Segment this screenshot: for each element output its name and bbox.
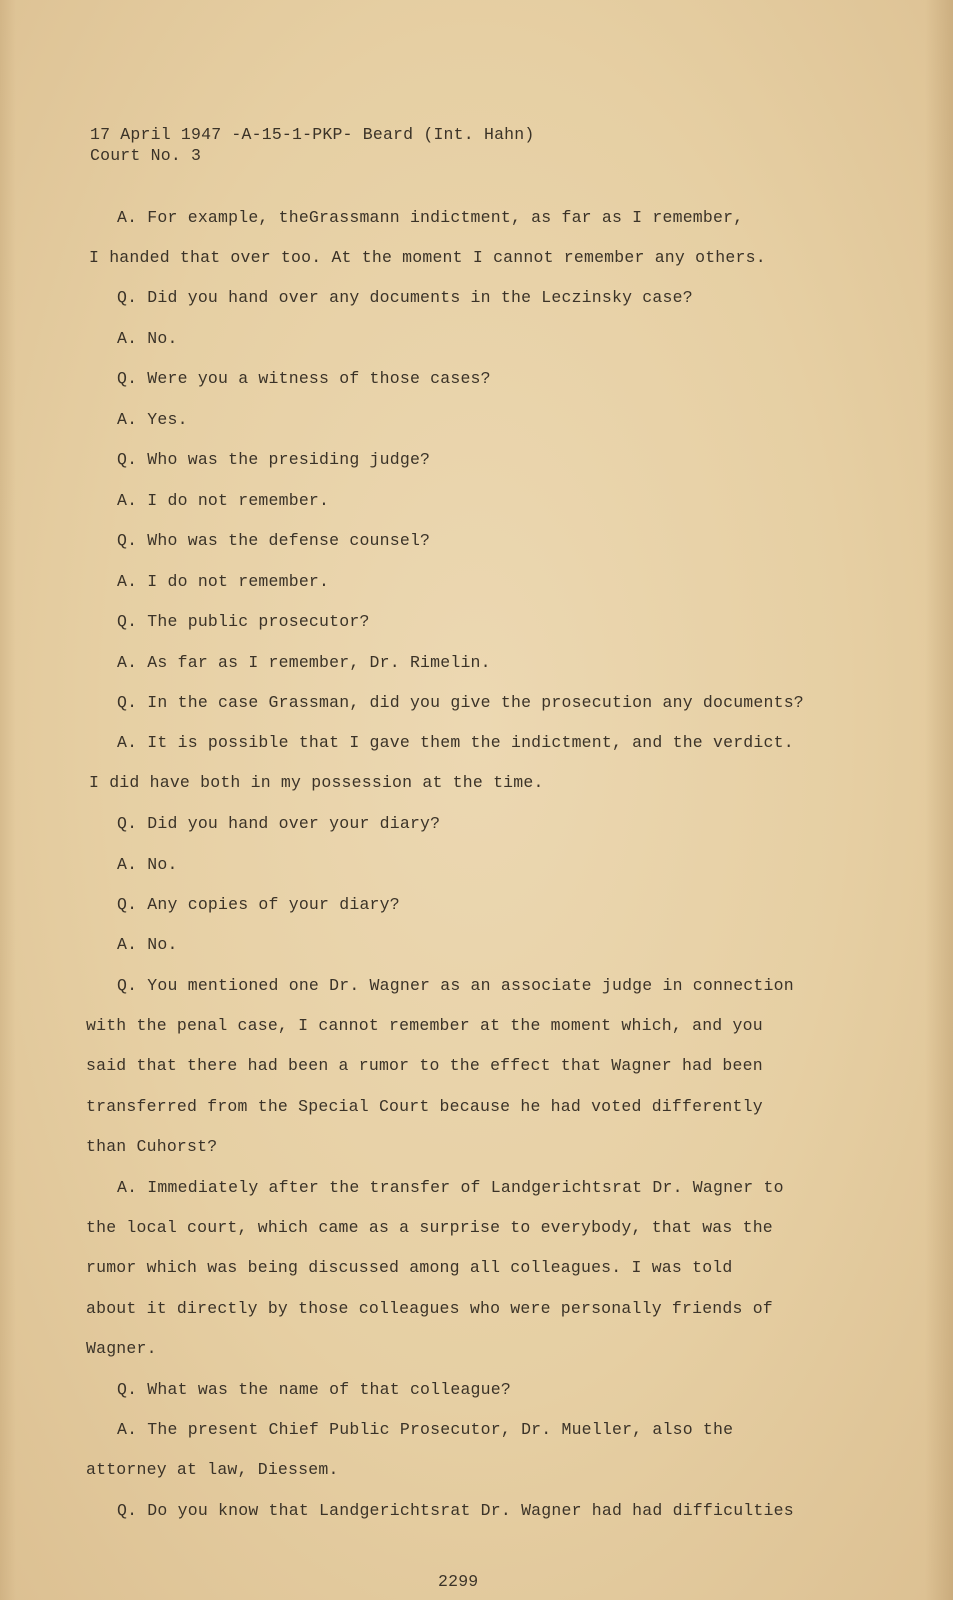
transcript-line: A. It is possible that I gave them the indictment, and the verdict. xyxy=(117,733,794,752)
transcript-line: Q. Do you know that Landgerichtsrat Dr. Wagner had had difficulties xyxy=(117,1501,794,1520)
transcript-line: A. I do not remember. xyxy=(117,572,330,591)
document-header xyxy=(90,124,534,166)
transcript-line: attorney at law, Diessem. xyxy=(86,1460,339,1479)
transcript-line: A. As far as I remember, Dr. Rimelin. xyxy=(117,653,491,672)
transcript-line: Wagner. xyxy=(86,1339,157,1358)
header-court-line: Court No. 3 xyxy=(90,146,202,165)
transcript-line: A. No. xyxy=(117,855,178,874)
transcript-line: said that there had been a rumor to the effect that Wagner had been xyxy=(86,1056,763,1075)
transcript-line: Q. Did you hand over your diary? xyxy=(117,814,441,833)
transcript-line: Q. Did you hand over any documents in the Leczinsky case? xyxy=(117,288,693,307)
transcript-line: rumor which was being discussed among all colleagues. I was told xyxy=(86,1258,733,1277)
transcript-line: A. For example, theGrassmann indictment, as far as I remember, xyxy=(117,208,744,227)
header-date-line: 17 April 1947 -A-15-1-PKP- Beard (Int. Hahn) xyxy=(90,125,535,144)
transcript-line: transferred from the Special Court because he had voted differently xyxy=(86,1097,763,1116)
transcript-line: about it directly by those colleagues who were personally friends of xyxy=(86,1299,773,1318)
transcript-line: I did have both in my possession at the time. xyxy=(89,773,544,792)
page-edge-shadow-right xyxy=(925,0,953,1600)
transcript-line: I handed that over too. At the moment I cannot remember any others. xyxy=(89,248,766,267)
transcript-line: Q. Any copies of your diary? xyxy=(117,895,400,914)
transcript-line: A. No. xyxy=(117,935,178,954)
transcript-line: Q. In the case Grassman, did you give the prosecution any documents? xyxy=(117,693,804,712)
transcript-line: Q. Who was the defense counsel? xyxy=(117,531,431,550)
transcript-line: with the penal case, I cannot remember at the moment which, and you xyxy=(86,1016,763,1035)
transcript-line: A. Immediately after the transfer of Landgerichtsrat Dr. Wagner to xyxy=(117,1178,784,1197)
transcript-line: the local court, which came as a surprise to everybody, that was the xyxy=(86,1218,773,1237)
transcript-line: A. Yes. xyxy=(117,410,188,429)
transcript-line: Q. You mentioned one Dr. Wagner as an associate judge in connection xyxy=(117,976,794,995)
transcript-line: Q. The public prosecutor? xyxy=(117,612,370,631)
page-edge-shadow-left xyxy=(0,0,16,1600)
transcript-line: than Cuhorst? xyxy=(86,1137,218,1156)
transcript-line: Q. Who was the presiding judge? xyxy=(117,450,431,469)
page-number: 2299 xyxy=(438,1572,479,1591)
transcript-line: A. The present Chief Public Prosecutor, Dr. Mueller, also the xyxy=(117,1420,734,1439)
transcript-line: Q. What was the name of that colleague? xyxy=(117,1380,511,1399)
transcript-line: Q. Were you a witness of those cases? xyxy=(117,369,491,388)
transcript-line: A. I do not remember. xyxy=(117,491,330,510)
transcript-line: A. No. xyxy=(117,329,178,348)
